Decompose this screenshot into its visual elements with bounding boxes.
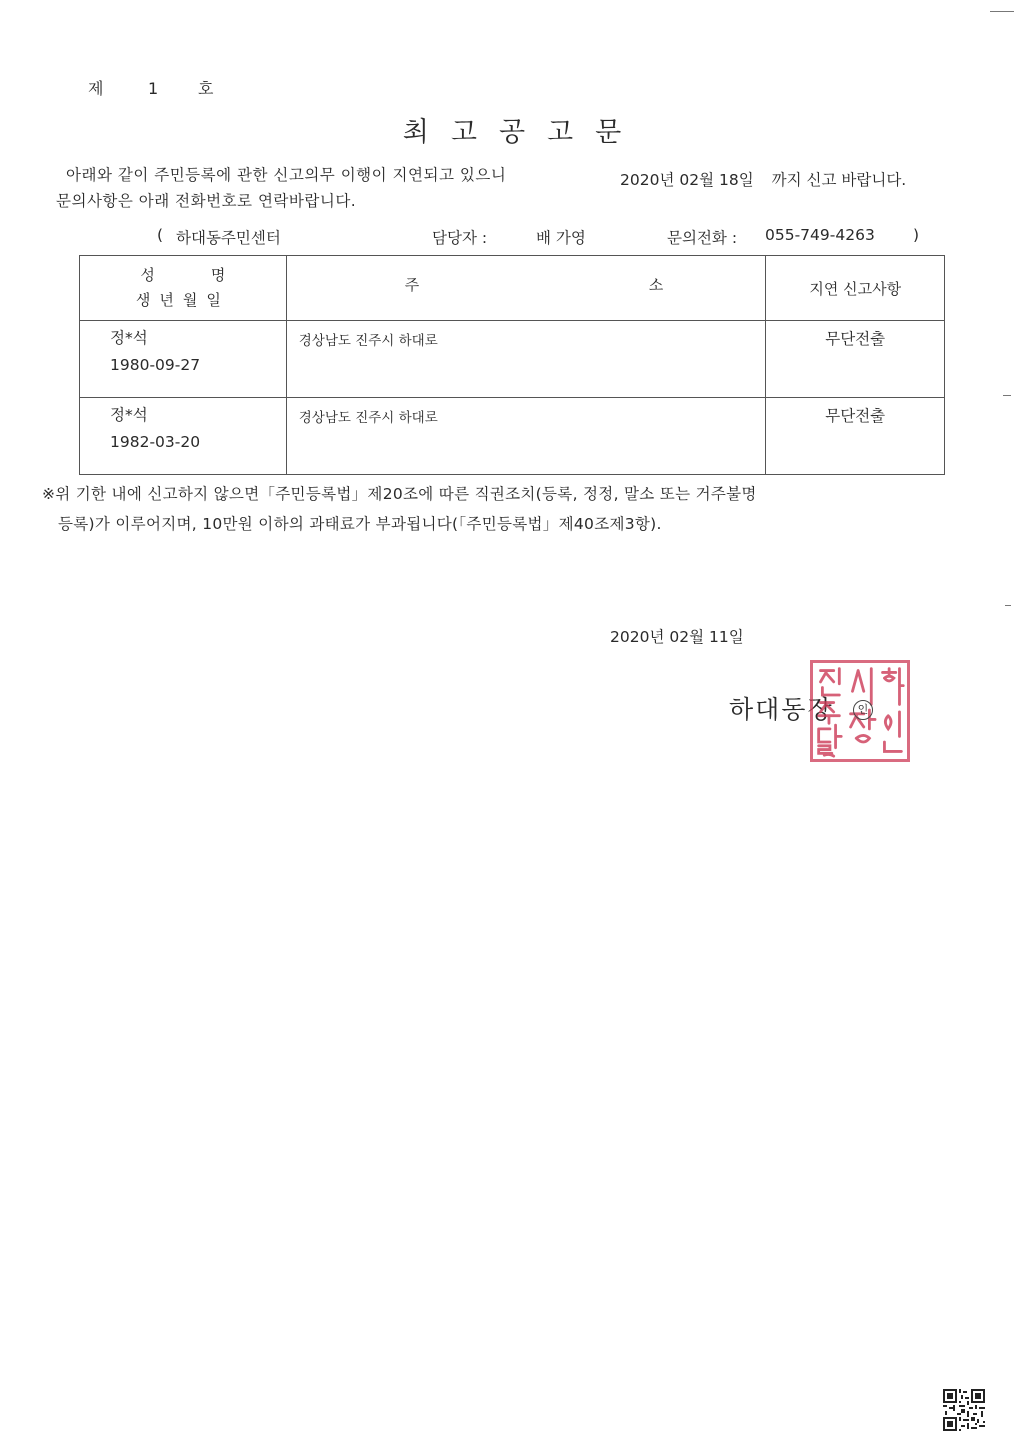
header-name-birth (80, 256, 287, 321)
intro-line-2: 문의사항은 아래 전화번호로 연락바랍니다. (56, 192, 357, 210)
document-title: 최고공고문 (402, 117, 644, 148)
notice-table (79, 255, 945, 475)
header-address-part1: 주 (404, 276, 420, 294)
footnote-line-1: ※위 기한 내에 신고하지 않으면「주민등록법」제20조에 따른 직권조치(등록, 정정, 말소 또는 거주불명 (42, 485, 757, 503)
row-birth: 1982-03-20 (110, 433, 201, 451)
document-number-suffix: 호 (198, 79, 214, 98)
deadline (620, 168, 906, 190)
document-number-value: 1 (148, 79, 159, 98)
document-number (88, 76, 213, 99)
contact-staff-name: 배 가영 (536, 229, 586, 247)
row-delay: 무단전출 (766, 321, 945, 398)
row-address: 경상남도 진주시 하대로 (286, 398, 766, 475)
contact-phone-label: 문의전화 : (667, 229, 738, 247)
scan-artifact (1003, 395, 1011, 396)
row-delay: 무단전출 (766, 398, 945, 475)
contact-staff-label: 담당자 : (432, 229, 488, 247)
header-birth: 생년월일 (135, 291, 230, 309)
signer: 하대동장 (729, 695, 834, 724)
contact-phone: 055-749-4263 (765, 226, 875, 244)
document-number-prefix: 제 (88, 79, 104, 98)
deadline-date: 2020년 02월 18일 (620, 171, 754, 189)
table-header-row (80, 256, 945, 321)
table-row (80, 321, 945, 398)
table-row (80, 398, 945, 475)
row-name: 정*석 (110, 406, 148, 424)
row-name: 정*석 (110, 329, 148, 347)
row-birth: 1980-09-27 (110, 356, 201, 374)
contact-center: 하대동주민센터 (176, 229, 281, 247)
seal-mark: 인 (853, 700, 873, 720)
header-name: 성명 (140, 266, 282, 284)
scan-artifact (1005, 605, 1011, 606)
header-address-part2: 소 (648, 276, 664, 294)
row-address: 경상남도 진주시 하대로 (286, 321, 766, 398)
footnote-line-2: 등록)가 이루어지며, 10만원 이하의 과태료가 부과됩니다(「주민등록법」제40조제3항). (58, 515, 662, 533)
row-name-birth (80, 321, 287, 398)
header-address (286, 256, 766, 321)
contact-close-paren: ) (913, 226, 920, 244)
header-delay: 지연 신고사항 (766, 256, 945, 321)
scan-artifact (990, 11, 1014, 12)
intro-line-1: 아래와 같이 주민등록에 관한 신고의무 이행이 지연되고 있으니 (66, 166, 507, 184)
contact-open-paren: ( (157, 226, 164, 244)
issue-date: 2020년 02월 11일 (610, 628, 744, 646)
qr-code-icon (943, 1389, 985, 1431)
deadline-text: 까지 신고 바랍니다. (771, 171, 907, 189)
row-name-birth (80, 398, 287, 475)
